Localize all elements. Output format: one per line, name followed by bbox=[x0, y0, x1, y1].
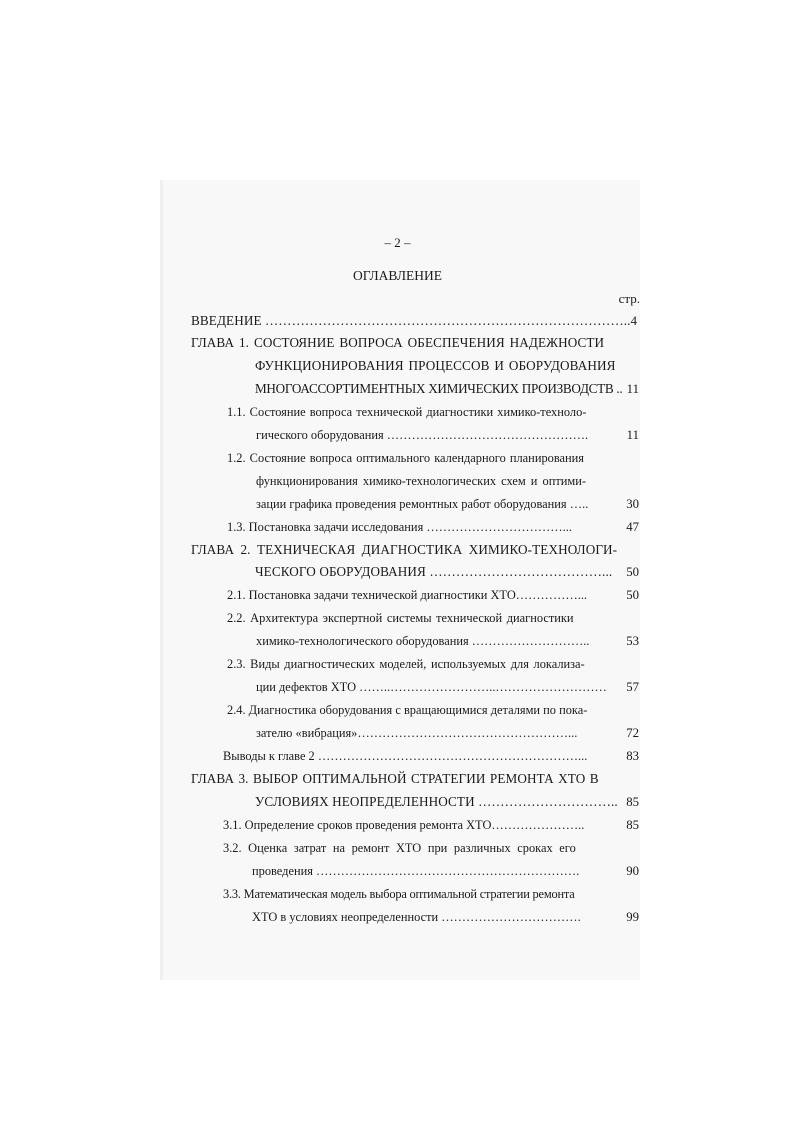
page-ref: 11 bbox=[626, 382, 639, 396]
toc-chapter-3-line-1: ГЛАВА 3. ВЫБОР ОПТИМАЛЬНОЙ СТРАТЕГИИ РЕМОНТА ХТО В bbox=[191, 771, 599, 786]
toc-section-3-2-line-2: проведения ………………………………………………………. bbox=[252, 864, 580, 878]
toc-title: ОГЛАВЛЕНИЕ bbox=[352, 268, 443, 283]
toc-chapter-3-line-2: УСЛОВИЯХ НЕОПРЕДЕЛЕННОСТИ ………………………….. bbox=[255, 794, 618, 809]
toc-section-2-3-line-2: ции дефектов ХТО ……..……………………..……………………… bbox=[256, 680, 607, 694]
toc-section-3-2-line-1: 3.2. Оценка затрат на ремонт ХТО при различных сроках его bbox=[223, 841, 576, 855]
toc-section-2-1: 2.1. Постановка задачи технической диагностики ХТО……………... bbox=[227, 588, 588, 602]
page-ref: 11 bbox=[626, 428, 639, 442]
toc-chapter-1-line-2: ФУНКЦИОНИРОВАНИЯ ПРОЦЕССОВ И ОБОРУДОВАНИЯ bbox=[255, 358, 616, 373]
page-ref: 90 bbox=[626, 864, 639, 878]
toc-chapter-2-line-2: ЧЕСКОГО ОБОРУДОВАНИЯ …………………………………... bbox=[255, 564, 613, 579]
toc-section-1-1-line-1: 1.1. Состояние вопроса технической диагностики химико-техноло- bbox=[227, 405, 587, 419]
toc-chapter-1-line-1: ГЛАВА 1. СОСТОЯНИЕ ВОПРОСА ОБЕСПЕЧЕНИЯ НАДЕЖНОСТИ bbox=[191, 335, 605, 350]
page-ref: 85 bbox=[626, 795, 639, 809]
toc-section-2-3-line-1: 2.3. Виды диагностических моделей, используемых для локализа- bbox=[227, 657, 585, 671]
toc-section-2-2-line-2: химико-технологического оборудования ……………………….. bbox=[256, 634, 590, 648]
page-ref: 85 bbox=[626, 818, 639, 832]
toc-section-2-4-line-2: зателю «вибрация»……………………………………………... bbox=[256, 726, 578, 740]
toc-section-3-3-line-2: ХТО в условиях неопределенности ……………………………. bbox=[252, 910, 581, 924]
page-column-header: стр. bbox=[618, 291, 640, 306]
page-ref: 47 bbox=[626, 520, 639, 534]
toc-section-1-1-line-2: гического оборудования …………………………………………. bbox=[256, 428, 589, 442]
page-ref: 99 bbox=[626, 910, 639, 924]
toc-section-1-3: 1.3. Постановка задачи исследования ……………………………... bbox=[227, 520, 572, 534]
scan-edge bbox=[160, 180, 163, 980]
toc-section-1-2-line-2: функционирования химико-технологических схем и оптими- bbox=[256, 474, 586, 488]
toc-section-2-4-line-1: 2.4. Диагностика оборудования с вращающимися деталями по пока- bbox=[227, 703, 588, 717]
page-ref: 4 bbox=[630, 314, 637, 328]
page-ref: 57 bbox=[626, 680, 639, 694]
page-ref: 50 bbox=[626, 588, 639, 602]
page-ref: 72 bbox=[626, 726, 639, 740]
toc-section-3-1: 3.1. Определение сроков проведения ремонта ХТО………………….. bbox=[223, 818, 585, 832]
page-ref: 83 bbox=[626, 749, 639, 763]
toc-section-1-2-line-1: 1.2. Состояние вопроса оптимального календарного планирования bbox=[227, 451, 584, 465]
page-number: – 2 – bbox=[384, 235, 411, 250]
page-ref: 53 bbox=[626, 634, 639, 648]
page-ref: 50 bbox=[626, 565, 639, 579]
toc-entry-intro: ВВЕДЕНИЕ ……………………………………………………………………….. bbox=[191, 313, 631, 328]
toc-section-1-2-line-3: зации графика проведения ремонтных работ оборудования ….. bbox=[256, 497, 589, 511]
page-ref: 30 bbox=[626, 497, 639, 511]
toc-chapter-2-line-1: ГЛАВА 2. ТЕХНИЧЕСКАЯ ДИАГНОСТИКА ХИМИКО-ТЕХНОЛОГИ- bbox=[191, 542, 618, 557]
toc-chapter-1-line-3: МНОГОАССОРТИМЕНТНЫХ ХИМИЧЕСКИХ ПРОИЗВОДСТВ .. bbox=[255, 381, 623, 396]
toc-section-3-3-line-1: 3.3. Математическая модель выбора оптимальной стратегии ремонта bbox=[223, 887, 575, 901]
toc-conclusions-chapter-2: Выводы к главе 2 ………………………………………………………... bbox=[223, 749, 588, 763]
toc-section-2-2-line-1: 2.2. Архитектура экспертной системы технической диагностики bbox=[227, 611, 574, 625]
